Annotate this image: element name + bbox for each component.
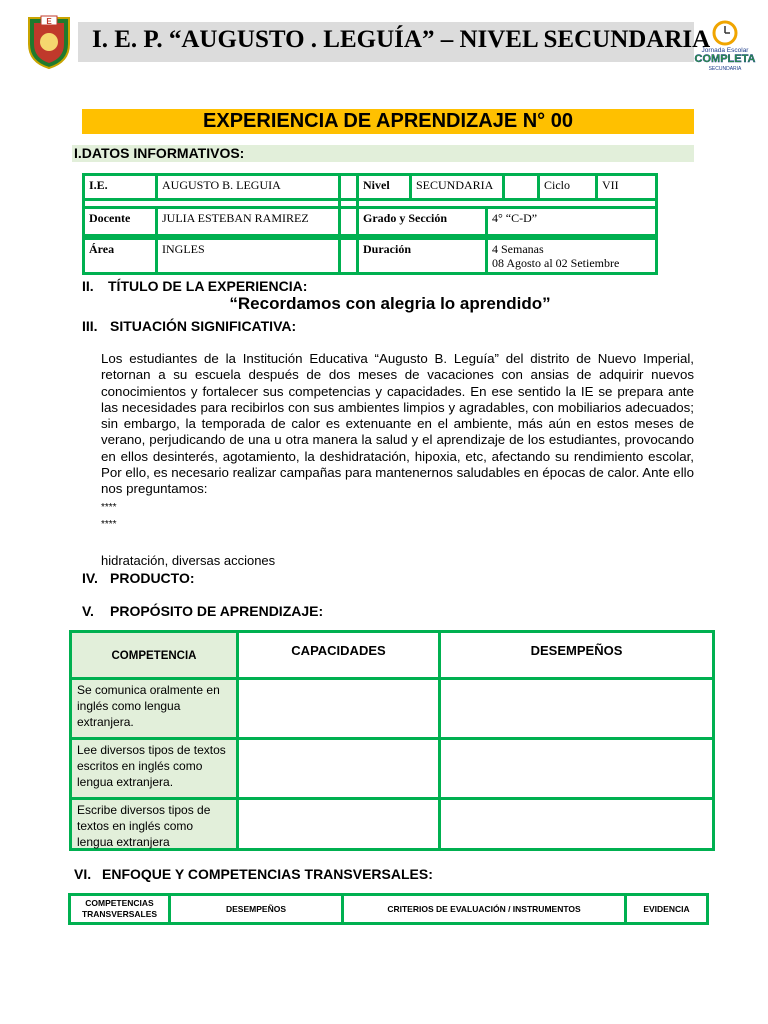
spacer-cell xyxy=(341,176,356,198)
spacer-cell xyxy=(85,201,338,206)
section-4-title: PRODUCTO: xyxy=(110,570,195,586)
question-placeholder-2: **** xyxy=(101,519,117,530)
school-title: I. E. P. “AUGUSTO . LEGUÍA” – NIVEL SECUNDARIA xyxy=(92,26,711,53)
spacer-cell xyxy=(505,176,537,198)
spacer-cell xyxy=(359,201,655,206)
section-4-number: IV. xyxy=(82,570,98,586)
competencia-escritura: Escribe diversos tipos de textos en inglés como lengua extranjera xyxy=(72,800,236,848)
svg-text:E: E xyxy=(46,17,52,26)
capacidades-cell xyxy=(239,680,438,737)
section-5-heading xyxy=(82,603,323,619)
area-label: Área xyxy=(85,240,155,272)
ie-label: I.E. xyxy=(85,176,155,198)
grado-value: 4° “C-D” xyxy=(488,209,655,234)
area-value: INGLES xyxy=(158,240,338,272)
question-placeholder-1: **** xyxy=(101,502,117,513)
header-criterios-evaluacion: CRITERIOS DE EVALUACIÓN / INSTRUMENTOS xyxy=(344,896,624,922)
section-6-title: ENFOQUE Y COMPETENCIAS TRANSVERSALES: xyxy=(102,866,433,882)
section-5-title: PROPÓSITO DE APRENDIZAJE: xyxy=(110,603,324,619)
header-desempenos: DESEMPEÑOS xyxy=(441,633,712,677)
desempenos-cell xyxy=(441,680,712,737)
hidratacion-text: hidratación, diversas acciones xyxy=(101,553,276,568)
capacidades-cell xyxy=(239,740,438,797)
docente-label: Docente xyxy=(85,209,155,234)
situacion-paragraph: Los estudiantes de la Institución Educativa “Augusto B. Leguía” del distrito de Nuevo Imperial, retornan a su escuela después de dos meses de vacaciones con ansias de adquirir nuevos conocimientos y fortalecer sus competencias y capacidades. En ese sentido la IE se prepara ante las necesidades para recibirlos con sus ambientes limpios y agradables, con mobiliarios adecuados; sin embargo, la temporada de calor es extenuante en el ambiente, más aún en estos meses de verano, perjudicando de una u otra manera la salud y el aprendizaje de los estudiantes, provocando en ellos desinterés, agotamiento, la deshidratación, hipoxia, etc, afectando su rendimiento escolar, Por ello, es necesario realizar campañas para mantenernos saludables en épocas de calor. Ante ello nos preguntamos: xyxy=(101,351,694,497)
duracion-label: Duración xyxy=(359,240,485,272)
nivel-value: SECUNDARIA xyxy=(412,176,502,198)
section-3-title: SITUACIÓN SIGNIFICATIVA: xyxy=(110,318,297,334)
spacer-cell xyxy=(341,209,356,234)
duracion-value xyxy=(488,240,655,272)
competencia-lectura: Lee diversos tipos de textos escritos en inglés como lengua extranjera. xyxy=(72,740,236,797)
section-2-number: II. xyxy=(82,278,94,294)
header-capacidades: CAPACIDADES xyxy=(239,633,438,677)
section-4-heading xyxy=(82,570,195,586)
svg-text:Jornada Escolar: Jornada Escolar xyxy=(701,47,749,54)
section-3-number: III. xyxy=(82,318,98,334)
school-crest-logo xyxy=(25,14,73,70)
header-competencia: COMPETENCIA xyxy=(72,633,236,677)
svg-text:COMPLETA: COMPLETA xyxy=(694,53,756,65)
datos-section-title: I.DATOS INFORMATIVOS: xyxy=(74,145,245,161)
section-6-number: VI. xyxy=(74,866,92,882)
jornada-completa-logo xyxy=(694,16,756,74)
header-evidencia: EVIDENCIA xyxy=(627,896,706,922)
experience-subtitle: “Recordamos con alegria lo aprendido” xyxy=(229,294,551,313)
grado-label: Grado y Sección xyxy=(359,209,485,234)
desempenos-cell xyxy=(441,800,712,848)
docente-value: JULIA ESTEBAN RAMIREZ xyxy=(158,209,338,234)
duracion-weeks: 4 Semanas xyxy=(492,242,544,256)
section-2-title: TÍTULO DE LA EXPERIENCIA: xyxy=(108,278,308,294)
header-competencias-transversales: COMPETENCIAS TRANSVERSALES xyxy=(71,896,168,922)
header-desempenos-transversales: DESEMPEÑOS xyxy=(171,896,341,922)
nivel-label: Nivel xyxy=(359,176,409,198)
desempenos-cell xyxy=(441,740,712,797)
competencia-oral: Se comunica oralmente en inglés como lengua extranjera. xyxy=(72,680,236,737)
section-2-heading xyxy=(82,278,307,294)
spacer-cell xyxy=(341,201,356,206)
ciclo-label: Ciclo xyxy=(540,176,595,198)
ciclo-value: VII xyxy=(598,176,655,198)
experience-title: EXPERIENCIA DE APRENDIZAJE N° 00 xyxy=(82,109,694,134)
duracion-dates: 08 Agosto al 02 Setiembre xyxy=(492,256,620,270)
ie-value: AUGUSTO B. LEGUIA xyxy=(158,176,338,198)
spacer-cell xyxy=(341,240,356,272)
section-5-number: V. xyxy=(82,603,94,619)
section-6-heading xyxy=(74,866,433,882)
svg-text:SECUNDARIA: SECUNDARIA xyxy=(708,66,742,72)
section-3-heading xyxy=(82,318,296,334)
capacidades-cell xyxy=(239,800,438,848)
